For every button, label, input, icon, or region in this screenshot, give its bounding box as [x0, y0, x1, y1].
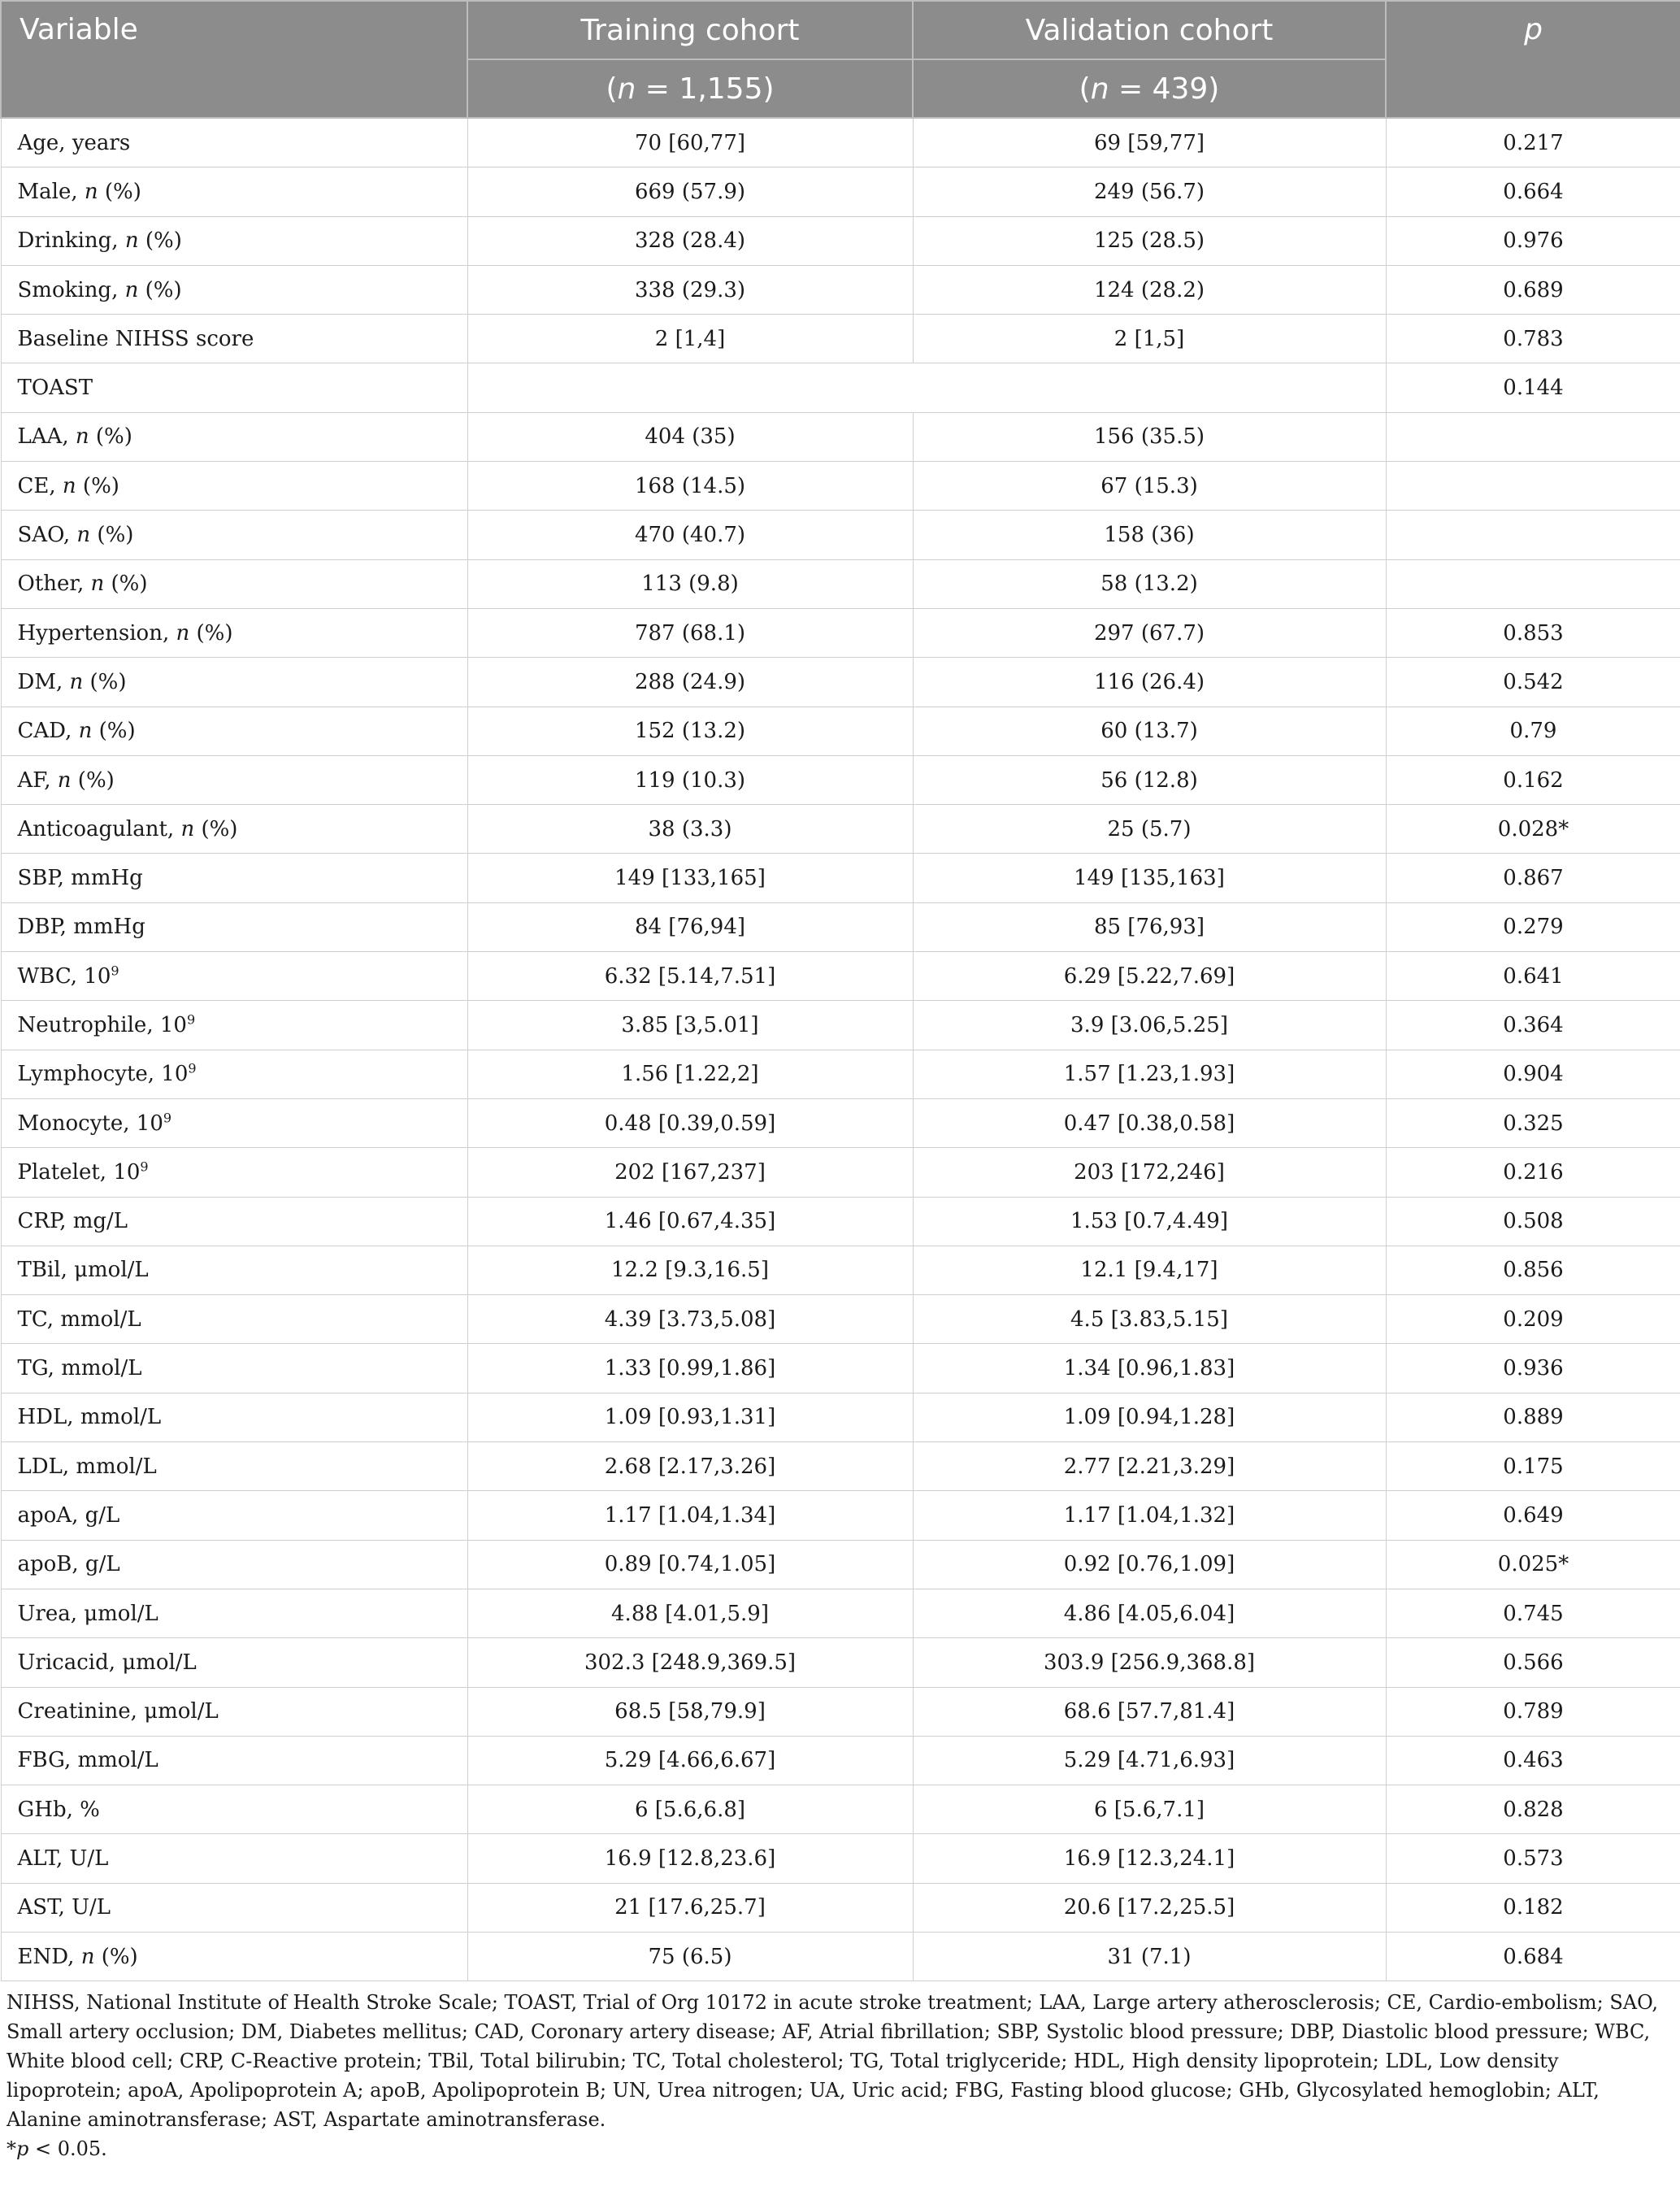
p-value-cell: 0.217 [1386, 118, 1680, 167]
validation-value-cell: 0.92 [0.76,1.09] [913, 1540, 1386, 1589]
validation-value-cell: 1.57 [1.23,1.93] [913, 1050, 1386, 1098]
validation-value-cell: 125 (28.5) [913, 216, 1386, 265]
p-value-cell: 0.936 [1386, 1344, 1680, 1393]
training-value-cell: 2.68 [2.17,3.26] [467, 1442, 913, 1491]
p-value-cell: 0.175 [1386, 1442, 1680, 1491]
table-row [1, 1001, 1680, 1050]
variable-cell: TC, mmol/L [1, 1295, 467, 1344]
variable-cell: CRP, mg/L [1, 1197, 467, 1246]
variable-cell: END, n (%) [1, 1932, 467, 1980]
training-value-cell: 84 [76,94] [467, 902, 913, 951]
training-value-cell: 68.5 [58,79.9] [467, 1687, 913, 1736]
variable-cell: Drinking, n (%) [1, 216, 467, 265]
training-value-cell: 4.88 [4.01,5.9] [467, 1589, 913, 1637]
p-value-cell: 0.783 [1386, 315, 1680, 363]
variable-cell: SAO, n (%) [1, 511, 467, 559]
p-value-cell: 0.028* [1386, 805, 1680, 854]
table-row [1, 412, 1680, 461]
training-value-cell: 21 [17.6,25.7] [467, 1883, 913, 1932]
validation-value-cell: 85 [76,93] [913, 902, 1386, 951]
header-p-value: p [1386, 1, 1680, 118]
p-value-cell [1386, 462, 1680, 511]
table-row [1, 363, 1680, 412]
validation-value-cell: 5.29 [4.71,6.93] [913, 1736, 1386, 1785]
training-value-cell: 168 (14.5) [467, 462, 913, 511]
p-value-cell: 0.542 [1386, 658, 1680, 707]
table-row [1, 118, 1680, 167]
training-value-cell: 202 [167,237] [467, 1148, 913, 1197]
table-row [1, 805, 1680, 854]
table-row [1, 1834, 1680, 1883]
training-value-cell: 0.89 [0.74,1.05] [467, 1540, 913, 1589]
training-value-cell: 6 [5.6,6.8] [467, 1785, 913, 1834]
table-row [1, 216, 1680, 265]
p-value-cell: 0.182 [1386, 1883, 1680, 1932]
variable-cell: Creatinine, μmol/L [1, 1687, 467, 1736]
table-row [1, 1393, 1680, 1441]
variable-cell: WBC, $10^9$ [1, 952, 467, 1001]
validation-value-cell: 1.09 [0.94,1.28] [913, 1393, 1386, 1441]
p-value-cell: 0.508 [1386, 1197, 1680, 1246]
table-row [1, 1883, 1680, 1932]
validation-value-cell: 158 (36) [913, 511, 1386, 559]
validation-value-cell: 6.29 [5.22,7.69] [913, 952, 1386, 1001]
p-value-cell: 0.976 [1386, 216, 1680, 265]
variable-cell: Platelet, $10^9$ [1, 1148, 467, 1197]
table-body [1, 118, 1680, 1981]
p-value-cell: 0.853 [1386, 608, 1680, 657]
table-row [1, 1785, 1680, 1834]
table-row [1, 608, 1680, 657]
validation-value-cell: 16.9 [12.3,24.1] [913, 1834, 1386, 1883]
table-row [1, 1050, 1680, 1098]
validation-value-cell: 68.6 [57.7,81.4] [913, 1687, 1386, 1736]
p-value-cell: 0.789 [1386, 1687, 1680, 1736]
table-row [1, 952, 1680, 1001]
validation-value-cell: 203 [172,246] [913, 1148, 1386, 1197]
p-value-cell: 0.325 [1386, 1098, 1680, 1147]
validation-value-cell: 1.34 [0.96,1.83] [913, 1344, 1386, 1393]
variable-cell: Urea, μmol/L [1, 1589, 467, 1637]
variable-cell: DBP, mmHg [1, 902, 467, 951]
validation-value-cell: 25 (5.7) [913, 805, 1386, 854]
training-value-cell: 38 (3.3) [467, 805, 913, 854]
header-variable: Variable [1, 1, 467, 118]
table-row [1, 1932, 1680, 1980]
p-value-cell: 0.684 [1386, 1932, 1680, 1980]
validation-value-cell: 156 (35.5) [913, 412, 1386, 461]
variable-cell: ALT, U/L [1, 1834, 467, 1883]
table-row [1, 167, 1680, 216]
variable-cell: HDL, mmol/L [1, 1393, 467, 1441]
variable-cell: apoA, g/L [1, 1491, 467, 1540]
variable-cell: SBP, mmHg [1, 854, 467, 902]
variable-cell: CE, n (%) [1, 462, 467, 511]
variable-cell: Age, years [1, 118, 467, 167]
table-row [1, 1098, 1680, 1147]
validation-value-cell: 56 (12.8) [913, 755, 1386, 804]
table-row [1, 1295, 1680, 1344]
variable-cell: FBG, mmol/L [1, 1736, 467, 1785]
significance-note: *p < 0.05. [7, 2137, 107, 2161]
table-header [1, 1, 1680, 118]
training-value-cell: 149 [133,165] [467, 854, 913, 902]
validation-value-cell: 1.17 [1.04,1.32] [913, 1491, 1386, 1540]
training-value-cell: 70 [60,77] [467, 118, 913, 167]
training-value-cell: 669 (57.9) [467, 167, 913, 216]
table-row [1, 265, 1680, 314]
p-value-cell: 0.867 [1386, 854, 1680, 902]
empty-span-cell [467, 363, 1386, 412]
p-value-cell: 0.209 [1386, 1295, 1680, 1344]
validation-value-cell: 3.9 [3.06,5.25] [913, 1001, 1386, 1050]
table-row [1, 511, 1680, 559]
validation-value-cell: 6 [5.6,7.1] [913, 1785, 1386, 1834]
variable-cell: LDL, mmol/L [1, 1442, 467, 1491]
p-value-cell [1386, 559, 1680, 608]
p-value-cell: 0.463 [1386, 1736, 1680, 1785]
validation-value-cell: 149 [135,163] [913, 854, 1386, 902]
training-value-cell: 12.2 [9.3,16.5] [467, 1246, 913, 1294]
training-value-cell: 1.17 [1.04,1.34] [467, 1491, 913, 1540]
training-value-cell: 3.85 [3,5.01] [467, 1001, 913, 1050]
table-row [1, 755, 1680, 804]
variable-cell: Lymphocyte, $10^9$ [1, 1050, 467, 1098]
table-row [1, 1491, 1680, 1540]
variable-cell: TG, mmol/L [1, 1344, 467, 1393]
table-row [1, 315, 1680, 363]
validation-value-cell: 4.5 [3.83,5.15] [913, 1295, 1386, 1344]
training-value-cell: 16.9 [12.8,23.6] [467, 1834, 913, 1883]
table-row [1, 559, 1680, 608]
variable-cell: TOAST [1, 363, 467, 412]
table-row [1, 1246, 1680, 1294]
table-footnote [7, 1988, 1673, 2163]
table-row [1, 707, 1680, 755]
training-value-cell: 470 (40.7) [467, 511, 913, 559]
variable-cell: CAD, n (%) [1, 707, 467, 755]
table-row [1, 854, 1680, 902]
training-value-cell: 787 (68.1) [467, 608, 913, 657]
validation-value-cell: 58 (13.2) [913, 559, 1386, 608]
variable-cell: AF, n (%) [1, 755, 467, 804]
table-row [1, 462, 1680, 511]
training-value-cell: 2 [1,4] [467, 315, 913, 363]
variable-cell: LAA, n (%) [1, 412, 467, 461]
table-row [1, 658, 1680, 707]
validation-value-cell: 297 (67.7) [913, 608, 1386, 657]
variable-cell: Monocyte, $10^9$ [1, 1098, 467, 1147]
validation-value-cell: 4.86 [4.05,6.04] [913, 1589, 1386, 1637]
table-row [1, 1638, 1680, 1687]
validation-value-cell: 0.47 [0.38,0.58] [913, 1098, 1386, 1147]
table-row [1, 1540, 1680, 1589]
p-value-cell: 0.279 [1386, 902, 1680, 951]
training-value-cell: 302.3 [248.9,369.5] [467, 1638, 913, 1687]
variable-cell: Male, n (%) [1, 167, 467, 216]
training-value-cell: 75 (6.5) [467, 1932, 913, 1980]
table-row [1, 1736, 1680, 1785]
validation-value-cell: 249 (56.7) [913, 167, 1386, 216]
validation-value-cell: 67 (15.3) [913, 462, 1386, 511]
variable-cell: AST, U/L [1, 1883, 467, 1932]
table-row [1, 902, 1680, 951]
table-row [1, 1344, 1680, 1393]
header-validation-cohort: Validation cohort [913, 1, 1386, 59]
training-value-cell: 113 (9.8) [467, 559, 913, 608]
p-value-cell: 0.79 [1386, 707, 1680, 755]
table-row [1, 1148, 1680, 1197]
table-row [1, 1687, 1680, 1736]
validation-value-cell: 2 [1,5] [913, 315, 1386, 363]
training-value-cell: 1.33 [0.99,1.86] [467, 1344, 913, 1393]
validation-value-cell: 12.1 [9.4,17] [913, 1246, 1386, 1294]
variable-cell: GHb, % [1, 1785, 467, 1834]
variable-cell: Hypertension, n (%) [1, 608, 467, 657]
variable-cell: DM, n (%) [1, 658, 467, 707]
training-value-cell: 119 (10.3) [467, 755, 913, 804]
p-value-cell: 0.856 [1386, 1246, 1680, 1294]
training-value-cell: 288 (24.9) [467, 658, 913, 707]
p-value-cell: 0.649 [1386, 1491, 1680, 1540]
variable-cell: Baseline NIHSS score [1, 315, 467, 363]
p-value-cell: 0.566 [1386, 1638, 1680, 1687]
p-value-cell: 0.828 [1386, 1785, 1680, 1834]
header-training-cohort: Training cohort [467, 1, 913, 59]
training-value-cell: 152 (13.2) [467, 707, 913, 755]
p-value-cell: 0.025* [1386, 1540, 1680, 1589]
p-value-cell: 0.216 [1386, 1148, 1680, 1197]
training-value-cell: 404 (35) [467, 412, 913, 461]
header-training-n: (n = 1,155) [467, 59, 913, 118]
validation-value-cell: 303.9 [256.9,368.8] [913, 1638, 1386, 1687]
validation-value-cell: 60 (13.7) [913, 707, 1386, 755]
variable-cell: Smoking, n (%) [1, 265, 467, 314]
table-row [1, 1442, 1680, 1491]
p-value-cell: 0.573 [1386, 1834, 1680, 1883]
validation-value-cell: 1.53 [0.7,4.49] [913, 1197, 1386, 1246]
validation-value-cell: 20.6 [17.2,25.5] [913, 1883, 1386, 1932]
training-value-cell: 1.46 [0.67,4.35] [467, 1197, 913, 1246]
validation-value-cell: 69 [59,77] [913, 118, 1386, 167]
training-value-cell: 338 (29.3) [467, 265, 913, 314]
p-value-cell: 0.689 [1386, 265, 1680, 314]
training-value-cell: 5.29 [4.66,6.67] [467, 1736, 913, 1785]
abbreviations-note: NIHSS, National Institute of Health Stroke Scale; TOAST, Trial of Org 10172 in acute stroke treatment; LAA, Large artery atherosclerosis; CE, Cardio-embolism; SAO, Small artery occlusion; DM, Diabetes mellitus; CAD, Coronary artery disease; AF, Atrial fibrillation; SBP, Systolic blood pressure; DBP, Diastolic blood pressure; WBC, White blood cell; CRP, C-Reactive protein; TBil, Total bilirubin; TC, Total cholesterol; TG, Total triglyceride; HDL, High density lipoprotein; LDL, Low density lipoprotein; apoA, Apolipoprotein A; apoB, Apolipoprotein B; UN, Urea nitrogen; UA, Uric acid; FBG, Fasting blood glucose; GHb, Glycosylated hemoglobin; ALT, Alanine aminotransferase; AST, Aspartate aminotransferase. [7, 1991, 1658, 2132]
validation-value-cell: 2.77 [2.21,3.29] [913, 1442, 1386, 1491]
p-value-cell: 0.364 [1386, 1001, 1680, 1050]
variable-cell: Anticoagulant, n (%) [1, 805, 467, 854]
p-value-cell: 0.144 [1386, 363, 1680, 412]
p-value-cell: 0.745 [1386, 1589, 1680, 1637]
variable-cell: TBil, μmol/L [1, 1246, 467, 1294]
p-value-cell: 0.889 [1386, 1393, 1680, 1441]
variable-cell: Uricacid, μmol/L [1, 1638, 467, 1687]
training-value-cell: 4.39 [3.73,5.08] [467, 1295, 913, 1344]
variable-cell: apoB, g/L [1, 1540, 467, 1589]
validation-value-cell: 124 (28.2) [913, 265, 1386, 314]
training-value-cell: 0.48 [0.39,0.59] [467, 1098, 913, 1147]
training-value-cell: 1.56 [1.22,2] [467, 1050, 913, 1098]
training-value-cell: 1.09 [0.93,1.31] [467, 1393, 913, 1441]
variable-cell: Other, n (%) [1, 559, 467, 608]
header-validation-n: (n = 439) [913, 59, 1386, 118]
variable-cell: Neutrophile, $10^9$ [1, 1001, 467, 1050]
training-value-cell: 328 (28.4) [467, 216, 913, 265]
table-row [1, 1589, 1680, 1637]
p-value-cell: 0.162 [1386, 755, 1680, 804]
training-value-cell: 6.32 [5.14,7.51] [467, 952, 913, 1001]
p-value-cell: 0.904 [1386, 1050, 1680, 1098]
p-value-cell [1386, 511, 1680, 559]
validation-value-cell: 116 (26.4) [913, 658, 1386, 707]
table-row [1, 1197, 1680, 1246]
p-value-cell [1386, 412, 1680, 461]
validation-value-cell: 31 (7.1) [913, 1932, 1386, 1980]
p-value-cell: 0.641 [1386, 952, 1680, 1001]
p-value-cell: 0.664 [1386, 167, 1680, 216]
